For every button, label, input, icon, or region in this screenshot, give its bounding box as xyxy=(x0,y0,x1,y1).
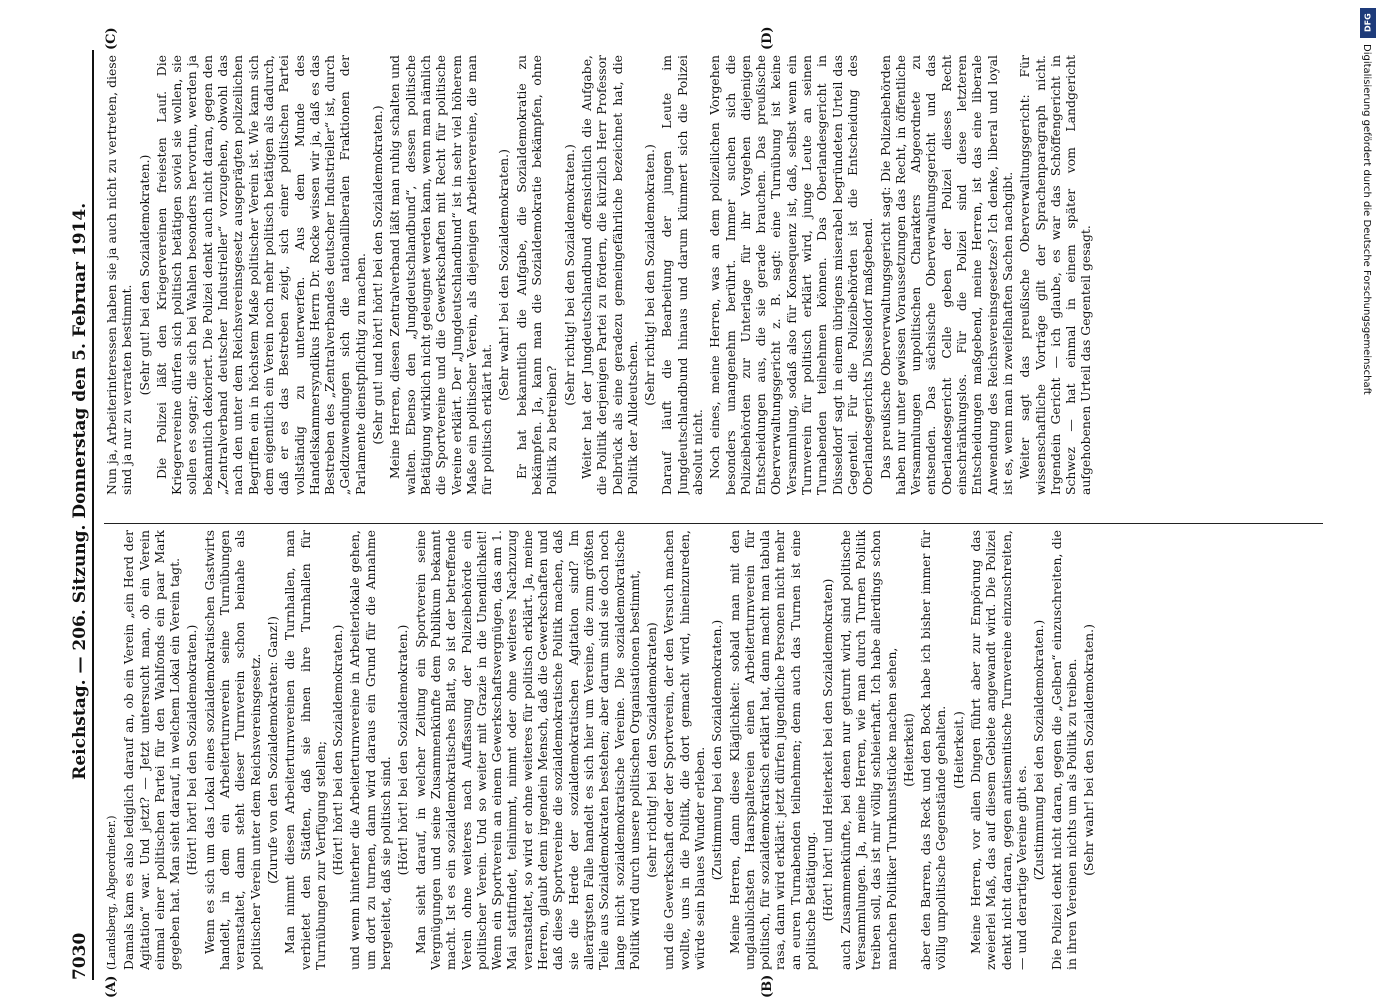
interjection: (Sehr gut! bei den Sozialdemokraten.) xyxy=(136,154,152,396)
paragraph: Wenn es sich um das Lokal eines sozialdemokratischen Gastwirts handelt, in dem ein Arbeiterturnverein seine Turnübungen veranstaltet, dann steht dieser Turnverein schon beinahe als politischer Verein unter dem Reichsvereinsgesetz. xyxy=(201,530,263,970)
interjection: (sehr richtig! bei den Sozialdemokraten) xyxy=(644,622,660,878)
interjection: (Sehr wahr! bei den Sozialdemokraten.) xyxy=(1081,624,1097,876)
paragraph: Meine Herren, vor allen Dingen führt aber zur Empörung das zweierlei Maß, das auf diesem Gebiete angewandt wird. Die Polizei denkt nicht daran, gegen antisemitische Turnvereine einzuschreiten, — und derartige Vereine gibt es. xyxy=(968,530,1029,970)
page-running-title: Reichstag. — 206. Sitzung. Donnerstag den 5. Februar 1914. xyxy=(70,202,90,780)
paragraph: aber den Barren, das Reck und den Bock habe ich bisher immer für völlig unpolitische Gegenstände gehalten. xyxy=(918,530,949,970)
paragraph: Weiter sagt das preußische Oberverwaltungsgericht: Für wissenschaftliche Vorträge gilt der Sprachenparagraph nicht. Irgendein Gericht — ich glaube, es war das Schöffengericht in Schwez — hat einmal in einem später vom Landgericht aufgehobenen Urteil das Gegenteil gesagt. xyxy=(1017,55,1094,495)
paragraph: Damals kam es also lediglich darauf an, ob ein Verein „ein Herd der Agitation“ war. Und jetzt? — Jetzt untersucht man, ob ein Verein einmal einer politischen Partei für den Wahlfonds ein paar Mark gegeben hat. Man sieht darauf, in welchem Lokal ein Verein tagt. xyxy=(121,530,183,970)
interjection: (Hört! hört! bei den Sozialdemokraten.) xyxy=(395,624,411,876)
margin-marker-c: (C) xyxy=(104,27,119,50)
paragraph: Die Polizei denkt nicht daran, gegen die „Gelben“ einzuschreiten, die in ihren Vereinen nichts um als Politik zu treiben. xyxy=(1048,530,1079,970)
sidebar-credit xyxy=(1358,8,1378,708)
margin-marker-b: (B) xyxy=(760,974,775,998)
paragraph: Die Polizei läßt den Kriegervereinen freiesten Lauf. Die Kriegervereine dürfen sich politisch betätigen soviel sie wollen, sie sollen es sogar; die sich bei Wahlen besonders hervortun, werden ja bekanntlich dekoriert. Die Polizei denkt auch nicht daran, gegen den „Zentralverband deutscher Industrieller“ vorzugehen, obwohl das nach den unter dem Reichsvereinsgesetz ausgeprägten polizeilichen Begriffen ein in höchstem Maße politischer Verein ist. Wie kann sich dem eigentlich ein Verein noch mehr politisch betätigen als dadurch, daß er es das Bestreben zeigt, sich einer politischen Partei vollständig zu unterwerfen. Aus dem Munde des Handelskammersyndikus Herrn Dr. Rocke wissen wir ja, daß es das Bestreben des „Zentralverbandes deutscher Industrieller“ ist, durch „Geldzuwendungen sich die nationalliberalen Fraktionen der Parlamente dienstpflichtig zu machen. xyxy=(153,55,368,495)
interjection: (Zustimmung bei den Sozialdemokraten.) xyxy=(709,619,725,881)
interjection: (Zurufe von den Sozialdemokraten: Ganz!) xyxy=(264,616,280,884)
text-column-left xyxy=(104,530,1323,970)
interjection: (Sehr wahr! bei den Sozialdemokraten.) xyxy=(496,149,512,401)
text-column-right xyxy=(104,55,1323,495)
paragraph: und die Gewerkschaft oder der Sportverein, der den Versuch machen wollte, uns in die Politik, die dort gemacht wird, hineinzureden, würde sein blaues Wunder erleben. xyxy=(661,530,707,970)
margin-marker-a: (A) xyxy=(104,975,119,998)
dfg-logo: DFG xyxy=(1360,8,1376,38)
paragraph: Darauf läuft die Bearbeitung der jungen Leute im Jungdeutschlandbund hinaus und darum kümmert sich die Polizei absolut nicht. xyxy=(659,55,705,495)
paragraph: Das preußische Oberverwaltungsgericht sagt: Die Polizeibehörden haben nur unter gewissen Voraussetzungen das Recht, in öffentliche Versammlungen unpolitischen Charakters Abgeordnete zu entsenden. Das sächsische Oberverwaltungsgericht und das Oberlandesgericht Celle geben der Polizei dieses Recht einschränkungslos. Für die Polizei sind diese letzteren Entscheidungen maßgebend, meine Herren, ist das eine liberale Anwendung des Reichsvereinsgesetzes? Ich denke, liberal und loyal ist es, wenn man in zweifelhaften Sachen nachgibt. xyxy=(877,55,1015,495)
paragraph: Man nimmt diesen Arbeiterturnvereinen die Turnhallen, man verbietet den Städten, daß sie ihnen ihre Turnhallen für Turnübungen zur Verfügung stellen; xyxy=(282,530,328,970)
interjection: (Hört! hört! bei den Sozialdemokraten.) xyxy=(330,624,346,876)
paragraph: Nun ja, Arbeiterinteressen haben sie ja auch nicht zu vertreten, diese sind ja nur zu verraten bestimmt. xyxy=(104,55,135,495)
interjection: (Sehr richtig! bei den Sozialdemokraten.) xyxy=(642,144,658,406)
page-header xyxy=(60,50,94,980)
page-number: 7030 xyxy=(70,932,90,980)
paragraph: Er hat bekanntlich die Aufgabe, die Sozialdemokratie zu bekämpfen. Ja, kann man die Sozialdemokratie bekämpfen, ohne Politik zu betreiben? xyxy=(513,55,560,495)
paragraph: Meine Herren, diesen Zentralverband läßt man ruhig schalten und walten. Ebenso den „Jungdeutschlandbund“, dessen politische Betätigung wirklich nicht geleugnet werden kann, wenn man nämlich die Sportvereine und die Gewerkschaften mit Recht für politische Vereine erklärt. Der „Jungdeutschlandbund“ ist in sehr viel höherem Maße ein politischer Verein, als diejenigen Arbeitervereine, die man für politisch erklärt hat. xyxy=(387,55,495,495)
interjection: (Hört! hört! und Heiterkeit bei den Sozialdemokraten) xyxy=(820,578,836,922)
paragraph: Meine Herren, dann diese Kläglichkeit: sobald man mit den unglaublichsten Haarspaltereien einen Arbeiterturnverein für politisch, für sozialdemokratisch erklärt hat, dann macht man tabula rasa, dann wird erklärt: jetzt dürfen jugendliche Personen nicht mehr an euren Turnabenden teilnehmen; denn auch das Turnen ist eine politische Betätigung. xyxy=(726,530,819,970)
paragraph: Weiter hat der Jungdeutschlandbund offensichtlich die Aufgabe, die Politik derjenigen Partei zu fördern, die kürzlich Herr Professor Delbrück als eine geradezu gemeingefährliche bezeichnet hat, die Politik der Alldeutschen. xyxy=(578,55,640,495)
paragraph: Noch eines, meine Herren, was an dem polizeilichen Vorgehen besonders unangenehm berührt. Immer suchen sich die Polizeibehörden zur Unterlage für ihr Vorgehen diejenigen Entscheidungen aus, die sie gerade brauchen. Das preußische Oberverwaltungsgericht z. B. sagt: eine Turnübung ist keine Versammlung, sodaß also für Konsequenz ist, daß, selbst wenn ein Turnverein für politisch erklärt wird, junge Leute an seinen Turnabenden teilnehmen können. Das Oberlandesgericht in Düsseldorf sagt in einem übrigens miserabel begründeten Urteil das Gegenteil. Für die Polizeibehörden ist die Entscheidung des Oberlandesgerichts Düsseldorf maßgebend. xyxy=(707,55,876,495)
interjection: (Heiterkeit.) xyxy=(950,711,966,789)
interjection: (Sehr richtig! bei den Sozialdemokraten.) xyxy=(561,144,577,406)
interjection: (Sehr gut! und hört! hört! bei den Sozialdemokraten.) xyxy=(370,105,386,445)
paragraph: Man sieht darauf, in welcher Zeitung ein Sportverein seine Vergnügungen und seine Zusammenkünfte dem Publikum bekannt macht. Ist es ein sozialdemokratisches Blatt, so ist der betreffende Verein ohne weiteres nach Auffassung der Polizeibehörde ein politischer Verein. Und so weiter mit Grazie in die Unendlichkeit! Wenn ein Sportverein an einem Gewerkschaftsvergnügen, das am 1. Mai stattfindet, teilnimmt, nimmt oder ohne weiteres Nachzuzug veranstaltet, so wird er ohne weiteres für politisch erklärt. Ja, meine Herren, glaubt denn irgendein Mensch, daß die Gewerkschaften und daß diese Sportvereine die sozialdemokratische Politik machen, daß sie die Herde der sozialdemokratischen Agitation sind? Im allerärgsten Falle handelt es sich hier um Vereine, die zum größten Teile aus Sozialdemokraten bestehen; aber darum sind sie doch noch lange nicht sozialdemokratische Vereine. Die sozialdemokratische Politik wird durch unsere politischen Organisationen bestimmt, xyxy=(412,530,642,970)
interjection: (Hört! hört! bei den Sozialdemokraten.) xyxy=(184,624,200,876)
paragraph: und wenn hinterher die Arbeiterturnvereine in Arbeiterlokale gehen, um dort zu turnen, dann wird daraus ein Grund für die Annahme hergeleitet, daß sie politisch sind. xyxy=(347,530,394,970)
paragraph: auch Zusammenkünfte, bei denen nur geturnt wird, sind politische Versammlungen. Ja, meine Herren, wie man durch Turnen Politik treiben soll, das ist mir völlig schleierhaft. Ich habe allerdings schon manchen Politiker Turnkunststücke machen sehen, xyxy=(837,530,899,970)
interjection: (Zustimmung bei den Sozialdemokraten.) xyxy=(1031,619,1047,881)
interjection: (Heiterkeit) xyxy=(900,713,916,787)
margin-marker-d: (D) xyxy=(760,26,775,50)
credit-text: Digitalisierung gefördert durch die Deutsche Forschungsgemeinschaft xyxy=(1361,44,1372,395)
column-divider xyxy=(104,523,1323,524)
paragraph: (Landsberg, Abgeordneter.) xyxy=(105,815,118,970)
